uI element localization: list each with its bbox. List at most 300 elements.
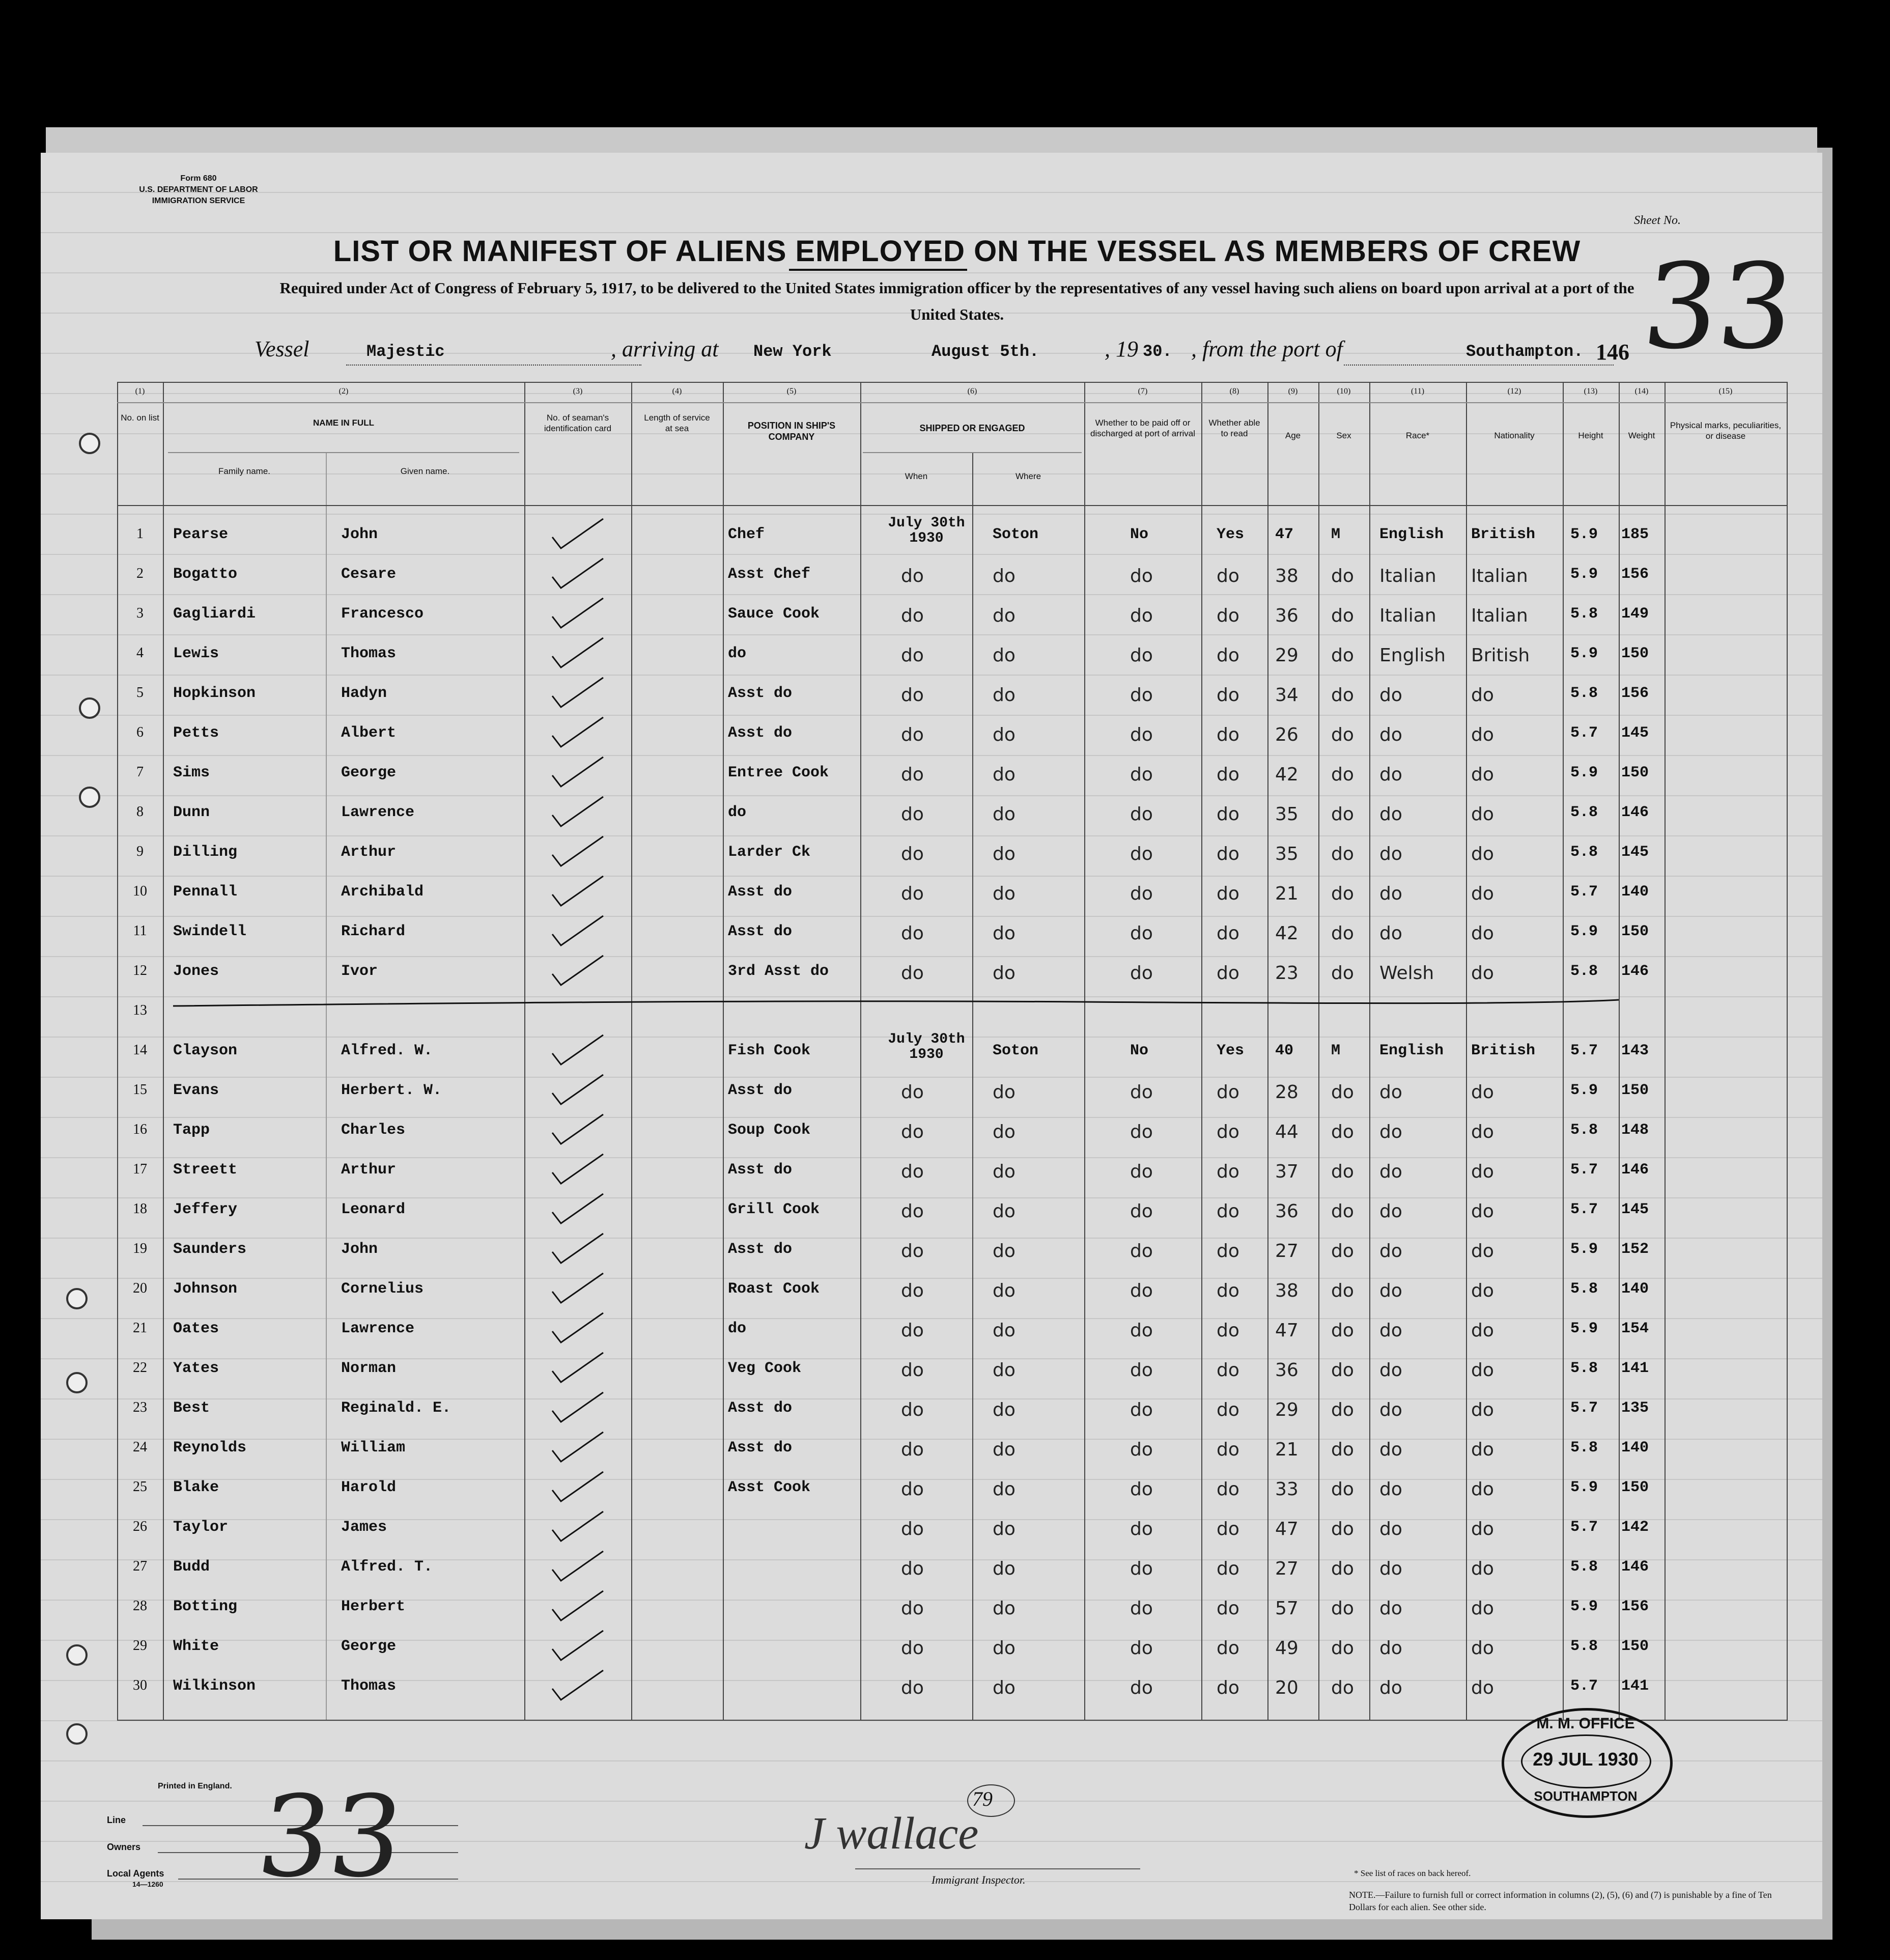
able-read-cell: do bbox=[1217, 1519, 1239, 1539]
age-cell: 26 bbox=[1275, 724, 1299, 745]
given-name-cell: Hadyn bbox=[341, 685, 387, 702]
position-cell: Asst do bbox=[728, 1082, 793, 1099]
given-name-cell: Cornelius bbox=[341, 1280, 424, 1298]
given-name-cell: James bbox=[341, 1519, 387, 1536]
sex-cell: do bbox=[1331, 963, 1354, 984]
form-number: Form 680 bbox=[180, 174, 217, 183]
weight-cell: 145 bbox=[1621, 724, 1649, 742]
height-cell: 5.8 bbox=[1570, 1122, 1598, 1139]
able-read-cell: do bbox=[1217, 923, 1239, 944]
race-cell: do bbox=[1379, 1320, 1402, 1341]
position-cell: Larder Ck bbox=[728, 844, 811, 861]
nationality-cell: do bbox=[1471, 685, 1494, 706]
age-cell: 20 bbox=[1275, 1677, 1299, 1698]
paid-off-cell: do bbox=[1130, 1519, 1153, 1539]
able-read-cell: do bbox=[1217, 1201, 1239, 1222]
checkmark-icon bbox=[550, 636, 606, 671]
family-name-cell: Evans bbox=[173, 1082, 219, 1099]
paid-off-cell: do bbox=[1130, 645, 1153, 666]
table-row bbox=[117, 1589, 1787, 1629]
height-cell: 5.7 bbox=[1570, 1399, 1598, 1417]
height-cell: 5.9 bbox=[1570, 645, 1598, 662]
able-read-cell: do bbox=[1217, 1161, 1239, 1182]
weight-cell: 146 bbox=[1621, 1161, 1649, 1179]
shipped-when-cell: do bbox=[901, 1439, 924, 1460]
family-name-cell: Reynolds bbox=[173, 1439, 247, 1457]
agents-code: 14—1260 bbox=[132, 1880, 163, 1888]
height-cell: 5.9 bbox=[1570, 1241, 1598, 1258]
checkmark-icon bbox=[550, 676, 606, 711]
weight-cell: 135 bbox=[1621, 1399, 1649, 1417]
header-height: Height bbox=[1578, 431, 1603, 440]
weight-cell: 156 bbox=[1621, 1598, 1649, 1615]
shipped-when-cell: do bbox=[901, 844, 924, 864]
nationality-cell: do bbox=[1471, 844, 1494, 864]
age-cell: 29 bbox=[1275, 1399, 1299, 1420]
given-name-cell: Albert bbox=[341, 724, 397, 742]
position-cell: 3rd Asst do bbox=[728, 963, 829, 980]
sheet-number: 33 bbox=[1637, 239, 1800, 375]
header-physical: Physical marks, peculiarities, or disease bbox=[1670, 421, 1782, 441]
paid-off-cell: do bbox=[1130, 605, 1153, 626]
weight-cell: 156 bbox=[1621, 685, 1649, 702]
given-name-cell: Thomas bbox=[341, 1677, 397, 1695]
weight-cell: 145 bbox=[1621, 844, 1649, 861]
sex-cell: do bbox=[1331, 1558, 1354, 1579]
column-number: (9) bbox=[1288, 387, 1298, 396]
grid-line bbox=[1787, 382, 1788, 1721]
checkmark-icon bbox=[550, 556, 606, 592]
height-cell: 5.8 bbox=[1570, 1360, 1598, 1377]
from-port-label: , from the port of bbox=[1191, 337, 1343, 361]
sex-cell: do bbox=[1331, 1638, 1354, 1659]
paid-off-cell: do bbox=[1130, 685, 1153, 706]
race-cell: do bbox=[1379, 844, 1402, 864]
column-number: (11) bbox=[1411, 387, 1425, 396]
given-name-cell: Herbert bbox=[341, 1598, 406, 1615]
sex-cell: do bbox=[1331, 923, 1354, 944]
race-cell: do bbox=[1379, 1201, 1402, 1222]
nationality-cell: do bbox=[1471, 1439, 1494, 1460]
checkmark-icon bbox=[550, 1470, 606, 1505]
sex-cell: do bbox=[1331, 1519, 1354, 1539]
nationality-cell: do bbox=[1471, 883, 1494, 904]
given-name-cell: Leonard bbox=[341, 1201, 406, 1218]
weight-cell: 150 bbox=[1621, 1638, 1649, 1655]
race-cell: do bbox=[1379, 1479, 1402, 1500]
punch-hole-icon bbox=[79, 433, 100, 454]
checkmark-icon bbox=[550, 1271, 606, 1307]
able-read-cell: do bbox=[1217, 1638, 1239, 1659]
races-note: * See list of races on back hereof. bbox=[1354, 1868, 1471, 1878]
age-cell: 36 bbox=[1275, 1360, 1299, 1381]
grid-line bbox=[863, 452, 1082, 453]
race-cell: do bbox=[1379, 1241, 1402, 1262]
table-row bbox=[117, 914, 1787, 954]
race-cell: do bbox=[1379, 764, 1402, 785]
shipped-when-cell: do bbox=[901, 1479, 924, 1500]
height-cell: 5.9 bbox=[1570, 1320, 1598, 1337]
paid-off-cell: do bbox=[1130, 804, 1153, 825]
height-cell: 5.8 bbox=[1570, 844, 1598, 861]
nationality-cell: do bbox=[1471, 1399, 1494, 1420]
nationality-cell: do bbox=[1471, 1082, 1494, 1103]
nationality-cell: do bbox=[1471, 1280, 1494, 1301]
table-row bbox=[117, 1509, 1787, 1549]
column-number: (13) bbox=[1584, 387, 1598, 396]
table-row bbox=[117, 1629, 1787, 1668]
header-shipped: SHIPPED OR ENGAGED bbox=[919, 423, 1025, 433]
position-cell: do bbox=[728, 804, 747, 821]
checkmark-icon bbox=[550, 1231, 606, 1267]
able-read-cell: do bbox=[1217, 724, 1239, 745]
able-read-cell: do bbox=[1217, 1598, 1239, 1619]
nationality-cell: do bbox=[1471, 1479, 1494, 1500]
position-cell: Veg Cook bbox=[728, 1360, 802, 1377]
given-name-cell: George bbox=[341, 1638, 397, 1655]
form-info bbox=[107, 173, 290, 207]
column-number: (5) bbox=[786, 387, 797, 396]
able-read-cell: do bbox=[1217, 1360, 1239, 1381]
weight-cell: 150 bbox=[1621, 1479, 1649, 1496]
sex-cell: do bbox=[1331, 1201, 1354, 1222]
sex-cell: do bbox=[1331, 605, 1354, 626]
table-row bbox=[117, 596, 1787, 636]
race-cell: do bbox=[1379, 1161, 1402, 1182]
shipped-where-cell: do bbox=[993, 1439, 1015, 1460]
height-cell: 5.8 bbox=[1570, 1558, 1598, 1576]
header-when: When bbox=[905, 471, 928, 481]
able-read-cell: do bbox=[1217, 1479, 1239, 1500]
shipped-when-cell: do bbox=[901, 685, 924, 706]
shipped-when-cell: do bbox=[901, 1360, 924, 1381]
race-cell: do bbox=[1379, 1558, 1402, 1579]
inspector-signature: J wallace bbox=[804, 1808, 979, 1859]
header-weight: Weight bbox=[1628, 431, 1655, 440]
given-name-cell: Francesco bbox=[341, 605, 424, 623]
manifest-sheet bbox=[41, 153, 1822, 1919]
row-number: 14 bbox=[133, 1042, 147, 1058]
shipped-when-cell: do bbox=[901, 1320, 924, 1341]
checkmark-icon bbox=[550, 755, 606, 791]
handwritten-number: 33 bbox=[250, 1772, 411, 1902]
row-number: 29 bbox=[133, 1638, 147, 1654]
shipped-where-cell: do bbox=[993, 685, 1015, 706]
height-cell: 5.7 bbox=[1570, 1201, 1598, 1218]
height-cell: 5.8 bbox=[1570, 1439, 1598, 1457]
nationality-cell: do bbox=[1471, 764, 1494, 785]
weight-cell: 185 bbox=[1621, 526, 1649, 543]
height-cell: 5.7 bbox=[1570, 1161, 1598, 1179]
checkmark-icon bbox=[550, 1509, 606, 1545]
sex-cell: do bbox=[1331, 804, 1354, 825]
table-row bbox=[117, 1549, 1787, 1589]
checkmark-icon bbox=[550, 1311, 606, 1347]
family-name-cell: Blake bbox=[173, 1479, 219, 1496]
row-number: 19 bbox=[133, 1241, 147, 1256]
checkmark-icon bbox=[550, 1390, 606, 1426]
header-paid-off: Whether to be paid off or discharged at port of arrival bbox=[1090, 418, 1195, 438]
penalty-note: NOTE.—Failure to furnish full or correct information in columns (2), (5), (6) and (7) is punishable by a fine of Ten Dollars for each alien. See other side. bbox=[1349, 1890, 1772, 1912]
age-cell: 34 bbox=[1275, 685, 1299, 706]
able-read-cell: do bbox=[1217, 963, 1239, 984]
sex-cell: do bbox=[1331, 1280, 1354, 1301]
table-row bbox=[117, 795, 1787, 834]
shipped-where-cell: do bbox=[993, 645, 1015, 666]
checkmark-icon bbox=[550, 596, 606, 632]
sex-cell: do bbox=[1331, 1360, 1354, 1381]
sex-cell: do bbox=[1331, 1677, 1354, 1698]
checkmark-icon bbox=[550, 1589, 606, 1625]
arriving-label: , arriving at bbox=[611, 337, 719, 361]
weight-cell: 150 bbox=[1621, 645, 1649, 662]
shipped-when-cell: do bbox=[901, 923, 924, 944]
given-name-cell: Archibald bbox=[341, 883, 424, 901]
vessel-name: Majestic bbox=[366, 342, 445, 361]
row-number: 18 bbox=[133, 1201, 147, 1217]
printed-in: Printed in England. bbox=[158, 1782, 232, 1790]
nationality-cell: British bbox=[1471, 526, 1536, 543]
paid-off-cell: do bbox=[1130, 1558, 1153, 1579]
family-name-cell: Saunders bbox=[173, 1241, 247, 1258]
row-number: 15 bbox=[133, 1082, 147, 1098]
row-number: 27 bbox=[133, 1558, 147, 1574]
family-name-cell: Hopkinson bbox=[173, 685, 256, 702]
family-name-cell: Jones bbox=[173, 963, 219, 980]
checkmark-icon bbox=[550, 1351, 606, 1386]
shipped-when-cell: do bbox=[901, 804, 924, 825]
paid-off-cell: do bbox=[1130, 1360, 1153, 1381]
height-cell: 5.9 bbox=[1570, 764, 1598, 781]
row-number: 4 bbox=[136, 645, 144, 661]
age-cell: 57 bbox=[1275, 1598, 1299, 1619]
table-row bbox=[117, 1271, 1787, 1311]
shipped-where-cell: do bbox=[993, 1519, 1015, 1539]
table-row bbox=[117, 1192, 1787, 1231]
shipped-where-cell: do bbox=[993, 844, 1015, 864]
position-cell: do bbox=[728, 645, 747, 662]
able-read-cell: do bbox=[1217, 1320, 1239, 1341]
given-name-cell: Alfred. W. bbox=[341, 1042, 433, 1059]
shipped-where-cell: do bbox=[993, 1320, 1015, 1341]
given-name-cell: Arthur bbox=[341, 844, 397, 861]
able-read-cell: do bbox=[1217, 764, 1239, 785]
manifest-table bbox=[117, 382, 1787, 1721]
shipped-when-cell: do bbox=[901, 883, 924, 904]
position-cell: Asst do bbox=[728, 923, 793, 940]
able-read-cell: do bbox=[1217, 1558, 1239, 1579]
height-cell: 5.8 bbox=[1570, 1638, 1598, 1655]
arrival-port: New York bbox=[753, 342, 832, 361]
weight-cell: 150 bbox=[1621, 764, 1649, 781]
race-cell: do bbox=[1379, 1439, 1402, 1460]
header-race: Race* bbox=[1405, 431, 1430, 440]
weight-cell: 150 bbox=[1621, 923, 1649, 940]
shipped-where-cell: do bbox=[993, 1082, 1015, 1103]
paid-off-cell: do bbox=[1130, 1122, 1153, 1142]
table-row bbox=[117, 1668, 1787, 1708]
grid-line bbox=[168, 452, 519, 453]
given-name-cell: Arthur bbox=[341, 1161, 397, 1179]
row-number: 22 bbox=[133, 1360, 147, 1376]
shipped-where-cell: do bbox=[993, 963, 1015, 984]
signature-rule bbox=[855, 1868, 1140, 1869]
paid-off-cell: do bbox=[1130, 1241, 1153, 1262]
given-name-cell: Thomas bbox=[341, 645, 397, 662]
shipped-when-cell: do bbox=[901, 1638, 924, 1659]
age-cell: 42 bbox=[1275, 923, 1299, 944]
height-cell: 5.9 bbox=[1570, 566, 1598, 583]
paid-off-cell: do bbox=[1130, 963, 1153, 984]
document-title: LIST OR MANIFEST OF ALIENS EMPLOYED ON THE VESSEL AS MEMBERS OF CREW bbox=[333, 235, 1581, 268]
given-name-cell: Lawrence bbox=[341, 1320, 415, 1337]
given-name-cell: Alfred. T. bbox=[341, 1558, 433, 1576]
position-cell: Asst do bbox=[728, 883, 793, 901]
shipped-when-cell: do bbox=[901, 1082, 924, 1103]
table-row bbox=[117, 1470, 1787, 1509]
grid-line bbox=[117, 382, 1787, 383]
header-where: Where bbox=[1015, 471, 1041, 481]
inspector-label: Immigrant Inspector. bbox=[932, 1873, 1026, 1886]
shipped-where-cell: do bbox=[993, 1241, 1015, 1262]
shipped-where-cell: do bbox=[993, 1161, 1015, 1182]
family-name-cell: Dilling bbox=[173, 844, 238, 861]
stamp-top-text: M. M. OFFICE bbox=[1536, 1715, 1635, 1732]
race-cell: Welsh bbox=[1379, 963, 1434, 984]
age-cell: 49 bbox=[1275, 1638, 1299, 1659]
checkmark-icon bbox=[550, 914, 606, 949]
race-cell: do bbox=[1379, 1638, 1402, 1659]
checkmark-icon bbox=[550, 1033, 606, 1069]
from-dotted-line bbox=[1344, 365, 1614, 366]
family-name-cell: Sims bbox=[173, 764, 210, 781]
paid-off-cell: do bbox=[1130, 1598, 1153, 1619]
row-number: 25 bbox=[133, 1479, 147, 1495]
paid-off-cell: do bbox=[1130, 1479, 1153, 1500]
age-cell: 23 bbox=[1275, 963, 1299, 984]
shipped-when-cell: do bbox=[901, 1201, 924, 1222]
shipped-when-cell: do bbox=[901, 1241, 924, 1262]
race-cell: do bbox=[1379, 1677, 1402, 1698]
age-cell: 21 bbox=[1275, 883, 1299, 904]
race-cell: do bbox=[1379, 1122, 1402, 1142]
height-cell: 5.8 bbox=[1570, 963, 1598, 980]
age-cell: 36 bbox=[1275, 605, 1299, 626]
table-row bbox=[117, 755, 1787, 795]
given-name-cell: Norman bbox=[341, 1360, 397, 1377]
shipped-when-cell: do bbox=[901, 1122, 924, 1142]
weight-cell: 149 bbox=[1621, 605, 1649, 623]
race-cell: English bbox=[1379, 526, 1444, 543]
row-number: 16 bbox=[133, 1122, 147, 1137]
table-row bbox=[117, 1112, 1787, 1152]
weight-cell: 148 bbox=[1621, 1122, 1649, 1139]
nationality-cell: Italian bbox=[1471, 566, 1528, 586]
shipped-where-cell: do bbox=[993, 923, 1015, 944]
height-cell: 5.8 bbox=[1570, 685, 1598, 702]
shipped-where-cell: do bbox=[993, 566, 1015, 586]
row-number: 11 bbox=[133, 923, 147, 939]
family-name-cell: Yates bbox=[173, 1360, 219, 1377]
row-number: 10 bbox=[133, 883, 147, 899]
paid-off-cell: do bbox=[1130, 1638, 1153, 1659]
service: IMMIGRATION SERVICE bbox=[152, 197, 245, 205]
nationality-cell: do bbox=[1471, 1677, 1494, 1698]
shipped-when-cell: do bbox=[901, 1519, 924, 1539]
column-number: (15) bbox=[1718, 387, 1733, 396]
race-cell: do bbox=[1379, 1399, 1402, 1420]
stamp-bottom-text: SOUTHAMPTON bbox=[1534, 1788, 1638, 1804]
position-cell: Fish Cook bbox=[728, 1042, 811, 1059]
age-cell: 29 bbox=[1275, 645, 1299, 666]
shipped-when-cell: July 30th 1930 bbox=[888, 1031, 965, 1062]
shipped-when-cell: do bbox=[901, 724, 924, 745]
line-label: Line bbox=[107, 1815, 126, 1825]
department: U.S. DEPARTMENT OF LABOR bbox=[139, 185, 258, 194]
given-name-cell: John bbox=[341, 1241, 378, 1258]
table-row bbox=[117, 1351, 1787, 1390]
column-number: (12) bbox=[1507, 387, 1521, 396]
weight-cell: 140 bbox=[1621, 1280, 1649, 1298]
paid-off-cell: do bbox=[1130, 1201, 1153, 1222]
height-cell: 5.8 bbox=[1570, 1280, 1598, 1298]
position-cell: Asst do bbox=[728, 1241, 793, 1258]
weight-cell: 143 bbox=[1621, 1042, 1649, 1059]
table-row bbox=[117, 517, 1787, 556]
family-name-cell: Tapp bbox=[173, 1122, 210, 1139]
race-cell: do bbox=[1379, 923, 1402, 944]
given-name-cell: Richard bbox=[341, 923, 406, 940]
race-cell: do bbox=[1379, 1082, 1402, 1103]
paid-off-cell: do bbox=[1130, 1439, 1153, 1460]
nationality-cell: do bbox=[1471, 1161, 1494, 1182]
family-name-cell: Jeffery bbox=[173, 1201, 238, 1218]
height-cell: 5.7 bbox=[1570, 883, 1598, 901]
family-name-cell: Wilkinson bbox=[173, 1677, 256, 1695]
race-cell: do bbox=[1379, 883, 1402, 904]
sex-cell: do bbox=[1331, 724, 1354, 745]
given-name-cell: Cesare bbox=[341, 566, 397, 583]
family-name-cell: Best bbox=[173, 1399, 210, 1417]
race-cell: do bbox=[1379, 724, 1402, 745]
given-name-cell: George bbox=[341, 764, 397, 781]
family-name-cell: Lewis bbox=[173, 645, 219, 662]
sex-cell: do bbox=[1331, 883, 1354, 904]
punch-hole-icon bbox=[66, 1288, 88, 1309]
position-cell: Sauce Cook bbox=[728, 605, 820, 623]
column-number: (14) bbox=[1634, 387, 1649, 396]
able-read-cell: do bbox=[1217, 645, 1239, 666]
checkmark-icon bbox=[550, 1668, 606, 1704]
weight-cell: 152 bbox=[1621, 1241, 1649, 1258]
checkmark-icon bbox=[550, 834, 606, 870]
sex-cell: do bbox=[1331, 685, 1354, 706]
table-row bbox=[117, 954, 1787, 993]
weight-cell: 145 bbox=[1621, 1201, 1649, 1218]
age-cell: 47 bbox=[1275, 526, 1294, 543]
race-cell: do bbox=[1379, 685, 1402, 706]
table-row bbox=[117, 874, 1787, 914]
position-cell: Grill Cook bbox=[728, 1201, 820, 1218]
age-cell: 42 bbox=[1275, 764, 1299, 785]
family-name-cell: Bogatto bbox=[173, 566, 238, 583]
weight-cell: 141 bbox=[1621, 1677, 1649, 1695]
table-row bbox=[117, 834, 1787, 874]
nationality-cell: do bbox=[1471, 724, 1494, 745]
weight-cell: 150 bbox=[1621, 1082, 1649, 1099]
able-read-cell: do bbox=[1217, 883, 1239, 904]
family-name-cell: Pearse bbox=[173, 526, 229, 543]
